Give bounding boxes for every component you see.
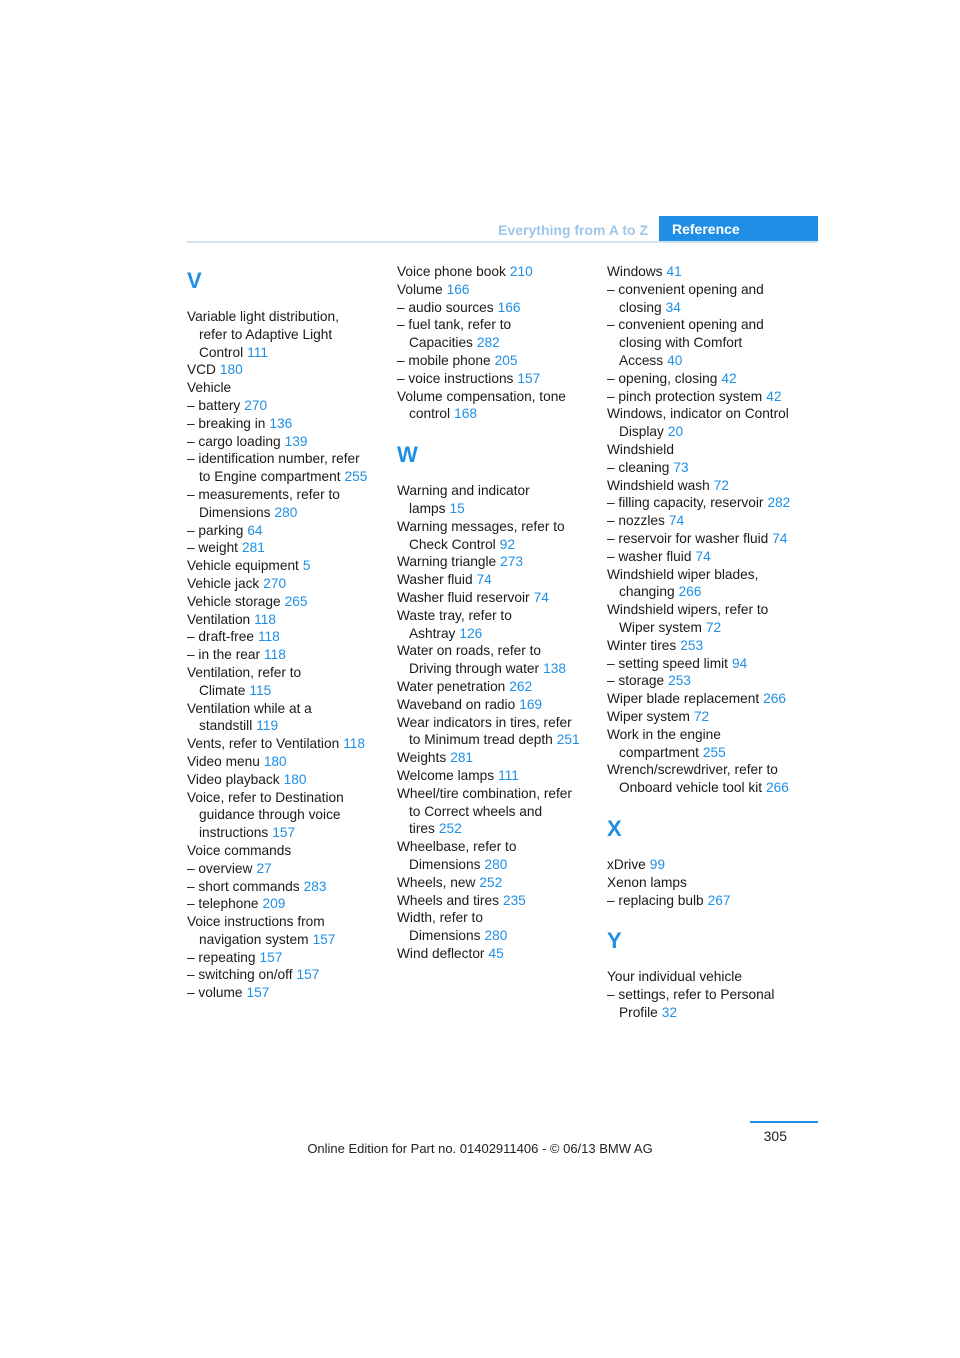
- section-letter: X: [607, 815, 622, 841]
- page-link[interactable]: 111: [247, 344, 268, 360]
- entry-text: to Minimum tread depth: [409, 732, 553, 748]
- index-entry: [397, 678, 597, 696]
- page-link[interactable]: 157: [296, 967, 320, 983]
- index-entry: [187, 308, 387, 361]
- index-entry: [187, 913, 387, 949]
- entry-text: Volume: [397, 281, 443, 297]
- entry-text: VCD: [187, 362, 216, 378]
- entry-text: Width, refer to: [397, 910, 483, 926]
- section-letter: Y: [607, 928, 622, 954]
- entry-text: Windshield wipers, refer to: [607, 602, 769, 618]
- index-entry: [607, 494, 807, 512]
- page-link[interactable]: 265: [284, 593, 308, 609]
- entry-text: – washer fluid: [607, 548, 692, 564]
- entry-text: – short commands: [187, 878, 300, 894]
- index-entry: [187, 860, 387, 878]
- page-link[interactable]: 42: [766, 388, 782, 404]
- entry-text: – settings, refer to Personal: [607, 987, 775, 1003]
- index-entry: [187, 628, 387, 646]
- entry-text: tires: [409, 821, 435, 837]
- entry-text: Access: [619, 352, 664, 368]
- page-link[interactable]: 111: [498, 767, 519, 783]
- page-link[interactable]: 266: [763, 691, 787, 707]
- page-link[interactable]: 5: [302, 558, 311, 574]
- index-entry: [187, 397, 387, 415]
- entry-text: Waveband on radio: [397, 696, 516, 712]
- entry-text: Ventilation: [187, 611, 251, 627]
- entry-text: Wear indicators in tires, refer: [397, 714, 572, 730]
- entry-text: Washer fluid: [397, 572, 473, 588]
- page-link[interactable]: 252: [438, 821, 462, 837]
- entry-text: – replacing bulb: [607, 892, 704, 908]
- index-entry: [607, 316, 807, 369]
- page-link[interactable]: 255: [702, 744, 726, 760]
- entry-text: – weight: [187, 540, 238, 556]
- entry-text: Control: [199, 344, 244, 360]
- entry-text: – storage: [607, 673, 665, 689]
- index-entry: [187, 966, 387, 984]
- index-entry: [187, 753, 387, 771]
- index-entry: [607, 856, 807, 874]
- index-entry: [607, 388, 807, 406]
- index-entry: [607, 512, 807, 530]
- page-link[interactable]: 42: [721, 370, 737, 386]
- section-letter: W: [397, 442, 418, 468]
- index-entry: [397, 714, 597, 750]
- index-entry: [607, 263, 807, 281]
- entry-text: Windows, indicator on Control: [607, 406, 789, 422]
- page-link[interactable]: 251: [556, 732, 580, 748]
- page-link[interactable]: 180: [219, 362, 243, 378]
- entry-text: Wheel/tire combination, refer: [397, 785, 572, 801]
- page-link[interactable]: 253: [680, 637, 704, 653]
- index-entry: [187, 379, 387, 397]
- page-link[interactable]: 40: [667, 352, 683, 368]
- index-entry: [187, 361, 387, 379]
- index-entry: [397, 316, 597, 352]
- page-link[interactable]: 283: [303, 878, 327, 894]
- page-link[interactable]: 166: [446, 281, 470, 297]
- index-entry: [397, 370, 597, 388]
- entry-text: – parking: [187, 522, 244, 538]
- page-link[interactable]: 72: [713, 477, 729, 493]
- index-entry: [397, 482, 597, 518]
- entry-text: Voice commands: [187, 842, 292, 858]
- index-entry: [187, 700, 387, 736]
- page-link[interactable]: 74: [772, 530, 788, 546]
- page-link[interactable]: 138: [543, 661, 566, 677]
- index-entry: [187, 842, 387, 860]
- page-link[interactable]: 253: [668, 673, 691, 689]
- index-entry: [397, 838, 597, 874]
- entry-text: Welcome lamps: [397, 767, 495, 783]
- index-entry: [187, 450, 387, 486]
- entry-text: Dimensions: [199, 504, 271, 520]
- entry-text: Winter tires: [607, 637, 677, 653]
- index-entry: [607, 370, 807, 388]
- page-link[interactable]: 74: [668, 513, 685, 529]
- page-link[interactable]: 94: [731, 655, 748, 671]
- entry-text: – audio sources: [397, 299, 494, 315]
- index-entry: [397, 352, 597, 370]
- entry-text: – telephone: [187, 896, 259, 912]
- index-entry: [607, 477, 807, 495]
- entry-text: – identification number, refer: [187, 451, 360, 467]
- index-entry: [397, 589, 597, 607]
- entry-text: – draft-free: [187, 629, 254, 645]
- entry-text: control: [409, 406, 451, 422]
- entry-text: Onboard vehicle tool kit: [619, 780, 763, 796]
- page-link[interactable]: 20: [667, 424, 684, 440]
- entry-text: Wind deflector: [397, 945, 485, 961]
- page-link[interactable]: 157: [312, 931, 336, 947]
- index-entry: [607, 986, 807, 1022]
- entry-text: lamps: [409, 500, 446, 516]
- index-entry: [187, 895, 387, 913]
- index-entry: [607, 459, 807, 477]
- page-link[interactable]: 209: [262, 896, 286, 912]
- page-link[interactable]: 266: [766, 780, 789, 796]
- index-entry: [607, 637, 807, 655]
- page-link[interactable]: 282: [767, 495, 791, 511]
- page-link[interactable]: 119: [256, 718, 279, 734]
- page-link[interactable]: 118: [254, 611, 276, 627]
- page-link[interactable]: 266: [678, 584, 702, 600]
- index-column-1: [187, 263, 387, 1002]
- index-entry: [187, 557, 387, 575]
- index-entry: [607, 726, 807, 762]
- entry-text: Variable light distribution,: [187, 309, 339, 324]
- entry-text: Wheelbase, refer to: [397, 839, 517, 855]
- index-column-2: [397, 263, 597, 963]
- footer-text: Online Edition for Part no. 01402911406 - © 06/13 BMW AG: [307, 1141, 653, 1156]
- page-link[interactable]: 267: [707, 892, 731, 908]
- page-link[interactable]: 210: [509, 264, 533, 279]
- entry-text: Waste tray, refer to: [397, 607, 512, 623]
- index-entry: [397, 945, 597, 963]
- entry-text: compartment: [619, 744, 699, 760]
- reference-tab[interactable]: Reference: [659, 216, 818, 243]
- entry-text: Profile: [619, 1004, 658, 1020]
- page-link[interactable]: 15: [449, 500, 465, 516]
- page-link[interactable]: 180: [283, 771, 307, 787]
- page-link[interactable]: 45: [488, 945, 504, 961]
- page-link[interactable]: 99: [649, 856, 666, 872]
- index-entry: [397, 388, 597, 424]
- entry-text: Wheels and tires: [397, 892, 499, 908]
- index-entry: [397, 263, 597, 281]
- entry-text: Wiper system: [619, 619, 702, 635]
- index-entry: [607, 405, 807, 441]
- index-entry: [397, 518, 597, 554]
- entry-text: Water on roads, refer to: [397, 643, 542, 659]
- entry-text: Vehicle jack: [187, 575, 260, 591]
- index-entry: [187, 984, 387, 1002]
- page-link[interactable]: 262: [509, 678, 533, 694]
- entry-text: navigation system: [199, 931, 309, 947]
- entry-text: – battery: [187, 397, 241, 413]
- index-entry: [607, 530, 807, 548]
- index-column-3: [607, 263, 807, 1022]
- index-entry: [397, 553, 597, 571]
- section-title: Everything from A to Z: [498, 222, 648, 238]
- entry-text: – nozzles: [607, 513, 665, 529]
- entry-text: Ventilation while at a: [187, 700, 312, 716]
- entry-text: Ventilation, refer to: [187, 664, 302, 680]
- page-link[interactable]: 281: [450, 750, 474, 766]
- entry-text: – volume: [187, 985, 243, 1001]
- entry-text: guidance through voice: [199, 807, 341, 823]
- index-entry: [607, 601, 807, 637]
- page-link[interactable]: 273: [500, 554, 523, 570]
- index-entry: [187, 486, 387, 522]
- page-link[interactable]: 205: [494, 352, 518, 368]
- page-link[interactable]: 169: [519, 696, 543, 712]
- page-number: 305: [763, 1128, 787, 1144]
- index-entry: [187, 789, 387, 842]
- entry-text: – setting speed limit: [607, 655, 728, 671]
- index-entry: [607, 548, 807, 566]
- page-link[interactable]: 136: [269, 415, 293, 431]
- index-entry: [607, 281, 807, 317]
- footer-rule: [750, 1121, 818, 1123]
- entry-text: – measurements, refer to: [187, 486, 340, 502]
- index-entry: [187, 433, 387, 451]
- entry-text: – opening, closing: [607, 370, 718, 386]
- entry-text: to Engine compartment: [199, 469, 341, 485]
- entry-text: Video playback: [187, 771, 280, 787]
- entry-text: standstill: [199, 718, 253, 734]
- page-link[interactable]: 118: [257, 629, 280, 645]
- entry-text: xDrive: [607, 856, 646, 872]
- index-entry: [397, 749, 597, 767]
- entry-text: – mobile phone: [397, 352, 491, 368]
- index-entry: [397, 892, 597, 910]
- entry-text: Warning triangle: [397, 554, 497, 570]
- index-entry: [187, 735, 387, 753]
- entry-text: refer to Adaptive Light: [199, 326, 333, 342]
- page-link[interactable]: 118: [264, 647, 286, 663]
- entry-text: closing: [619, 299, 662, 315]
- index-entry: [397, 767, 597, 785]
- index-entry: [607, 708, 807, 726]
- page-link[interactable]: 92: [499, 536, 515, 552]
- page-link[interactable]: 139: [284, 433, 308, 449]
- entry-text: Windshield wiper blades,: [607, 566, 759, 582]
- index-entry: [607, 441, 807, 459]
- index-entry: [607, 672, 807, 690]
- entry-text: Ashtray: [409, 625, 456, 641]
- entry-text: Voice phone book: [397, 264, 506, 279]
- index-entry: [187, 646, 387, 664]
- entry-text: Dimensions: [409, 928, 481, 944]
- entry-text: – repeating: [187, 949, 256, 965]
- entry-text: instructions: [199, 825, 269, 841]
- page-link[interactable]: 280: [484, 856, 508, 872]
- entry-text: Climate: [199, 682, 246, 698]
- entry-text: to Correct wheels and: [409, 803, 543, 819]
- entry-text: – convenient opening and: [607, 317, 764, 333]
- entry-text: closing with Comfort: [619, 335, 743, 351]
- entry-text: Voice, refer to Destination: [187, 789, 344, 805]
- entry-text: Capacities: [409, 335, 473, 351]
- entry-text: Dimensions: [409, 856, 481, 872]
- index-entry: [187, 539, 387, 557]
- page-link[interactable]: 180: [263, 753, 287, 769]
- page-link[interactable]: 72: [693, 708, 710, 724]
- page-link[interactable]: 32: [661, 1004, 678, 1020]
- entry-text: Volume compensation, tone: [397, 388, 566, 404]
- page-link[interactable]: 252: [479, 874, 503, 890]
- page-link[interactable]: 255: [344, 469, 368, 485]
- entry-text: Xenon lamps: [607, 874, 687, 890]
- page-link[interactable]: 27: [256, 860, 272, 876]
- index-entry: [187, 415, 387, 433]
- entry-text: Warning messages, refer to: [397, 518, 565, 534]
- page-link[interactable]: 235: [502, 892, 526, 908]
- entry-text: Vehicle storage: [187, 593, 281, 609]
- page-link[interactable]: 281: [241, 540, 265, 556]
- entry-text: – filling capacity, reservoir: [607, 495, 764, 511]
- page-link[interactable]: 74: [533, 589, 549, 605]
- entry-text: – overview: [187, 860, 253, 876]
- entry-text: Driving through water: [409, 661, 540, 677]
- entry-text: – switching on/off: [187, 967, 293, 983]
- entry-text: Work in the engine: [607, 726, 721, 742]
- entry-text: – cargo loading: [187, 433, 281, 449]
- entry-text: Water penetration: [397, 678, 506, 694]
- index-entry: [397, 909, 597, 945]
- index-entry: [187, 878, 387, 896]
- entry-text: Display: [619, 424, 664, 440]
- entry-text: Your individual vehicle: [607, 969, 742, 985]
- index-entry: [607, 655, 807, 673]
- index-entry: [187, 522, 387, 540]
- entry-text: Wiper system: [607, 708, 690, 724]
- entry-text: – in the rear: [187, 647, 261, 663]
- page-link[interactable]: 157: [272, 825, 296, 841]
- index-entry: [397, 571, 597, 589]
- page-link[interactable]: 282: [476, 335, 500, 351]
- index-entry: [187, 575, 387, 593]
- index-entry: [607, 892, 807, 910]
- entry-text: Windshield: [607, 441, 674, 457]
- entry-text: Check Control: [409, 536, 496, 552]
- page-link[interactable]: 73: [673, 459, 689, 475]
- page-link[interactable]: 72: [705, 619, 722, 635]
- page-link[interactable]: 64: [247, 522, 263, 538]
- page-link[interactable]: 118: [343, 736, 366, 752]
- page-link[interactable]: 168: [454, 406, 477, 422]
- entry-text: Weights: [397, 750, 447, 766]
- page-link[interactable]: 115: [249, 682, 272, 698]
- entry-text: Voice instructions from: [187, 914, 325, 930]
- index-entry: [607, 874, 807, 892]
- index-entry: [397, 874, 597, 892]
- entry-text: Washer fluid reservoir: [397, 589, 530, 605]
- page-link[interactable]: 270: [244, 397, 268, 413]
- entry-text: – pinch protection system: [607, 388, 763, 404]
- index-entry: [397, 607, 597, 643]
- entry-text: – fuel tank, refer to: [397, 317, 512, 333]
- page-link[interactable]: 41: [666, 264, 682, 279]
- page-link[interactable]: 74: [476, 572, 492, 588]
- entry-text: – reservoir for washer fluid: [607, 530, 769, 546]
- index-entry: [187, 664, 387, 700]
- index-entry: [397, 785, 597, 838]
- header-rule: [187, 241, 818, 243]
- page-link[interactable]: 280: [274, 504, 298, 520]
- page-link[interactable]: 270: [263, 575, 287, 591]
- index-entry: [397, 642, 597, 678]
- entry-text: – cleaning: [607, 459, 670, 475]
- entry-text: Vehicle: [187, 380, 232, 396]
- entry-text: Vents, refer to Ventilation: [187, 736, 340, 752]
- section-letter: V: [187, 268, 202, 293]
- entry-text: Vehicle equipment: [187, 558, 299, 574]
- entry-text: Video menu: [187, 753, 260, 769]
- entry-text: changing: [619, 584, 675, 600]
- entry-text: Wiper blade replacement: [607, 691, 760, 707]
- entry-text: Warning and indicator: [397, 483, 530, 499]
- index-entry: [187, 611, 387, 629]
- entry-text: Wrench/screwdriver, refer to: [607, 762, 778, 778]
- entry-text: – convenient opening and: [607, 281, 764, 297]
- page-link[interactable]: 280: [484, 928, 508, 944]
- index-entry: [607, 690, 807, 708]
- index-entry: [397, 299, 597, 317]
- page-link[interactable]: 126: [459, 625, 483, 641]
- index-entry: [607, 566, 807, 602]
- entry-text: – breaking in: [187, 415, 266, 431]
- page-link[interactable]: 166: [497, 299, 521, 315]
- entry-text: – voice instructions: [397, 370, 514, 386]
- index-entry: [397, 696, 597, 714]
- entry-text: Wheels, new: [397, 874, 476, 890]
- index-entry: [187, 949, 387, 967]
- page-link[interactable]: 34: [665, 299, 681, 315]
- page-link[interactable]: 157: [246, 985, 270, 1001]
- index-entry: [607, 968, 807, 986]
- page-link[interactable]: 157: [259, 949, 283, 965]
- entry-text: Windows: [607, 264, 663, 279]
- index-entry: [187, 593, 387, 611]
- page-link[interactable]: 74: [695, 548, 711, 564]
- entry-text: Windshield wash: [607, 477, 710, 493]
- page-link[interactable]: 157: [517, 370, 541, 386]
- index-entry: [187, 771, 387, 789]
- index-entry: [607, 761, 807, 797]
- index-entry: [397, 281, 597, 299]
